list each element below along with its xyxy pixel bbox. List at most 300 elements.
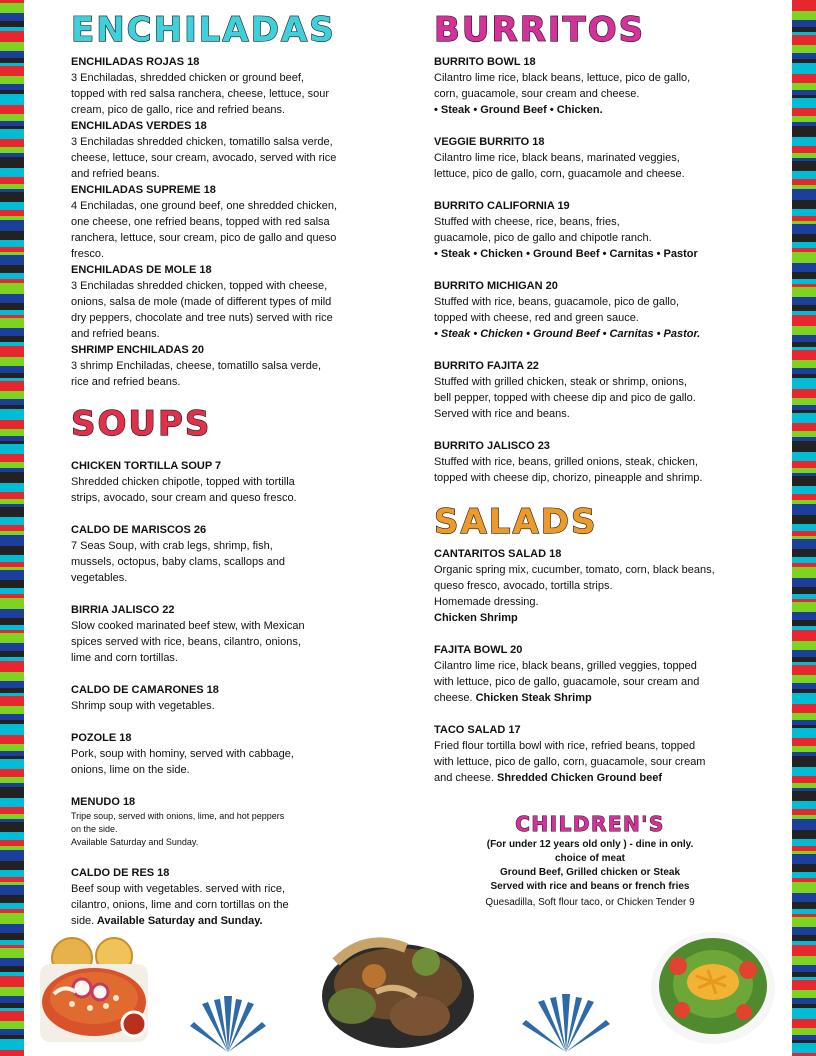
- stripe-band: [792, 725, 816, 728]
- stripe-band: [0, 1021, 24, 1029]
- salads-title: SALADS: [434, 502, 598, 542]
- stripe-band: [0, 643, 24, 651]
- item-desc-text: Beef soup with vegetables. served with rice, cilantro, onions, lime and corn tortillas on the side.: [71, 883, 289, 927]
- stripe-band: [792, 185, 816, 189]
- stripe-band: [792, 662, 816, 665]
- stripe-band: [792, 189, 816, 200]
- stripe-band: [0, 798, 24, 807]
- stripe-band: [792, 1028, 816, 1035]
- stripe-band: [792, 515, 816, 524]
- stripe-band: [792, 90, 816, 95]
- stripe-band: [0, 714, 24, 720]
- availability-note: Available Saturday and Sunday.: [94, 915, 263, 927]
- stripe-band: [0, 399, 24, 405]
- pozole-bowl-photo: [34, 936, 154, 1046]
- stripe-band: [0, 216, 24, 220]
- menu-item: [71, 730, 371, 778]
- stripe-band: [0, 840, 24, 846]
- item-name: BURRITO FAJITA 22: [434, 360, 539, 372]
- stripe-band: [0, 66, 24, 76]
- stripe-band: [0, 240, 24, 247]
- stripe-band: [792, 126, 816, 137]
- stripe-band: [792, 405, 816, 410]
- menu-item: [434, 278, 754, 342]
- item-desc-text: Fried flour tortilla bowl with rice, refried beans, topped with lettuce, pico de gallo, corn, guacamole, sour cream and cheese.: [434, 740, 706, 784]
- stripe-band: [792, 539, 816, 549]
- stripe-band: [792, 224, 816, 234]
- item-name: ENCHILADAS ROJAS 18: [71, 56, 200, 68]
- stripe-band: [0, 210, 24, 216]
- stripe-band: [0, 787, 24, 798]
- stripe-band: [0, 882, 24, 885]
- taco-salad-photo: [648, 926, 778, 1048]
- stripe-band: [792, 263, 816, 272]
- stripe-band: [0, 391, 24, 399]
- menu-item: [71, 522, 371, 586]
- stripe-band: [792, 567, 816, 578]
- stripe-band: [792, 108, 816, 116]
- menu-item: [434, 134, 754, 182]
- menu-item: [434, 358, 754, 422]
- stripe-band: [792, 374, 816, 378]
- stripe-band: [792, 83, 816, 90]
- menu-item: [71, 118, 371, 182]
- stripe-band: [0, 328, 24, 336]
- stripe-band: [792, 335, 816, 342]
- childrens-options: Quesadilla, Soft flour taco, or Chicken Tender 9: [485, 897, 695, 908]
- stripe-band: [792, 902, 816, 909]
- stripe-band: [792, 252, 816, 263]
- stripe-band: [0, 378, 24, 381]
- stripe-band: [0, 807, 24, 814]
- stripe-band: [792, 650, 816, 657]
- burritos-title: BURRITOS: [434, 10, 646, 50]
- stripe-band: [792, 557, 816, 563]
- stripe-band: [792, 234, 816, 242]
- item-desc: 3 Enchiladas, shredded chicken or ground beef, topped with red salsa ranchera, cheese, lettuce, sour cream, pico de gallo, rice and refried beans.: [71, 72, 330, 116]
- stripe-band: [792, 347, 816, 350]
- stripe-band: [0, 555, 24, 562]
- menu-item: [434, 546, 754, 626]
- stripe-band: [792, 746, 816, 752]
- stripe-band: [792, 683, 816, 689]
- stripe-band: [792, 783, 816, 788]
- item-name: BURRITO JALISCO 23: [434, 440, 550, 452]
- stripe-band: [0, 310, 24, 315]
- stripe-band: [792, 549, 816, 557]
- stripe-band: [792, 342, 816, 347]
- stripe-band: [792, 612, 816, 620]
- stripe-band: [0, 531, 24, 535]
- stripe-band: [792, 935, 816, 941]
- stripe-band: [792, 1004, 816, 1008]
- item-desc: Stuffed with rice, beans, guacamole, pico de gallo, topped with cheese, red and green sauce.: [434, 296, 680, 324]
- item-desc: Cilantro lime rice, black beans, marinated veggies, lettuce, pico de gallo, corn, guacamole and cheese.: [434, 152, 685, 180]
- stripe-band: [0, 945, 24, 948]
- stripe-band: [792, 839, 816, 846]
- stripe-band: [792, 738, 816, 746]
- stripe-band: [792, 819, 816, 830]
- stripe-band: [0, 429, 24, 436]
- stripe-band: [792, 720, 816, 725]
- menu-item: [71, 458, 371, 506]
- stripe-band: [0, 126, 24, 129]
- item-desc: 4 Enchiladas, one ground beef, one shredded chicken, one cheese, one refried beans, topped with red salsa ranchera, lettuce, sour cream, pico de gallo and queso fresco.: [71, 200, 338, 260]
- stripe-band: [0, 594, 24, 598]
- stripe-band: [0, 51, 24, 58]
- item-desc: [434, 738, 754, 786]
- stripe-band: [792, 98, 816, 108]
- stripe-band: [0, 1035, 24, 1039]
- stripe-band: [0, 832, 24, 840]
- stripe-band: [792, 161, 816, 171]
- item-desc: 3 Enchiladas shredded chicken, topped with cheese, onions, salsa de mole (made of different types of mild dry peppers, chocolate and tree nuts) served with rice and refried beans.: [71, 280, 333, 340]
- stripe-band: [0, 924, 24, 933]
- stripe-band: [0, 618, 24, 625]
- stripe-band: [792, 809, 816, 815]
- item-desc: Stuffed with grilled chicken, steak or shrimp, onions, bell pepper, topped with cheese dip and pico de gallo. Served with rice and beans.: [434, 376, 696, 420]
- item-name: CALDO DE RES 18: [71, 867, 170, 879]
- menu-item: [71, 182, 371, 262]
- protein-options: Shredded Chicken Ground beef: [493, 772, 663, 784]
- stripe-band: [0, 31, 24, 42]
- stripe-band: [792, 1043, 816, 1053]
- stripe-band: [792, 846, 816, 851]
- childrens-section: [470, 812, 710, 910]
- stripe-band: [0, 184, 24, 189]
- stripe-band: [792, 972, 816, 977]
- stripe-band: [0, 987, 24, 996]
- menu-item: [434, 722, 754, 786]
- stripe-band: [0, 105, 24, 114]
- stripe-band: [792, 693, 816, 704]
- stripe-band: [0, 1029, 24, 1035]
- stripe-band: [0, 588, 24, 594]
- stripe-band: [792, 594, 816, 599]
- stripe-band: [0, 661, 24, 672]
- stripe-band: [0, 1050, 24, 1056]
- menu-item: [71, 342, 371, 390]
- item-desc: Shrimp soup with vegetables.: [71, 700, 215, 712]
- stripe-band: [792, 297, 816, 305]
- stripe-band: [0, 279, 24, 283]
- stripe-band: [792, 378, 816, 389]
- stripe-band: [0, 877, 24, 882]
- stripe-band: [792, 200, 816, 209]
- stripe-band: [792, 20, 816, 27]
- stripe-band: [792, 956, 816, 965]
- stripe-band: [0, 357, 24, 366]
- stripe-band: [792, 305, 816, 311]
- stripe-band: [792, 563, 816, 567]
- stripe-band: [792, 524, 816, 531]
- stripe-band: [0, 294, 24, 303]
- stripe-band: [0, 3, 24, 13]
- stripe-band: [0, 220, 24, 231]
- stripe-band: [0, 177, 24, 184]
- stripe-band: [792, 216, 816, 221]
- stripe-band: [792, 578, 816, 587]
- stripe-band: [792, 360, 816, 368]
- stripe-band: [0, 0, 24, 3]
- stripe-band: [0, 1003, 24, 1008]
- agave-plant-icon: [518, 990, 614, 1054]
- childrens-line: Served with rice and beans or french fries: [490, 881, 690, 892]
- stripe-band: [792, 221, 816, 224]
- stripe-band: [0, 759, 24, 769]
- stripe-band: [792, 756, 816, 767]
- stripe-band: [792, 531, 816, 536]
- stripe-band: [792, 248, 816, 252]
- stripe-band: [0, 318, 24, 328]
- right-column: [434, 10, 754, 802]
- stripe-band: [792, 368, 816, 374]
- stripe-band: [792, 500, 816, 504]
- stripe-band: [792, 486, 816, 494]
- stripe-band: [792, 452, 816, 461]
- childrens-title: CHILDREN'S: [515, 812, 665, 836]
- stripe-band: [0, 996, 24, 1003]
- item-name: CANTARITOS SALAD 18: [434, 548, 562, 560]
- stripe-band: [792, 965, 816, 972]
- stripe-band: [0, 598, 24, 609]
- stripe-band: [0, 870, 24, 877]
- stripe-band: [0, 672, 24, 681]
- stripe-band: [792, 32, 816, 35]
- menu-item: [71, 794, 371, 849]
- stripe-band: [0, 189, 24, 192]
- stripe-band: [0, 570, 24, 580]
- stripe-band: [0, 94, 24, 105]
- stripe-band: [792, 977, 816, 980]
- item-desc: Stuffed with rice, beans, grilled onions, steak, chicken, topped with cheese dip, chorizo, pineapple and shrimp.: [434, 456, 703, 484]
- stripe-band: [792, 830, 816, 839]
- stripe-band: [0, 657, 24, 661]
- stripe-band: [0, 283, 24, 294]
- stripe-band: [792, 35, 816, 45]
- stripe-band: [792, 882, 816, 893]
- stripe-band: [0, 483, 24, 492]
- stripe-band: [0, 168, 24, 177]
- stripe-band: [792, 713, 816, 720]
- stripe-band: [792, 326, 816, 335]
- stripe-band: [0, 580, 24, 588]
- stripe-band: [792, 728, 816, 738]
- stripe-band: [0, 958, 24, 966]
- item-name: BURRITO CALIFORNIA 19: [434, 200, 570, 212]
- stripe-band: [792, 776, 816, 783]
- stripe-band: [0, 504, 24, 507]
- stripe-band: [0, 546, 24, 555]
- stripe-band: [792, 122, 816, 126]
- item-name: CALDO DE CAMARONES 18: [71, 684, 219, 696]
- stripe-band: [0, 688, 24, 693]
- stripe-band: [0, 940, 24, 945]
- item-name: TACO SALAD 17: [434, 724, 521, 736]
- stripe-band: [0, 346, 24, 357]
- stripe-band: [0, 147, 24, 153]
- item-name: BIRRIA JALISCO 22: [71, 604, 175, 616]
- stripe-band: [0, 756, 24, 759]
- childrens-note: (For under 12 years old only ) - dine in only.: [486, 839, 694, 850]
- stripe-band: [792, 494, 816, 500]
- stripe-band: [0, 625, 24, 630]
- stripe-band: [0, 342, 24, 346]
- stripe-band: [0, 846, 24, 850]
- stripe-band: [0, 273, 24, 279]
- stripe-band: [792, 1019, 816, 1028]
- stripe-band: [0, 696, 24, 706]
- protein-options: Chicken Shrimp: [434, 612, 518, 624]
- stripe-band: [0, 630, 24, 633]
- stripe-band: [0, 966, 24, 972]
- menu-item: [434, 198, 754, 262]
- stripe-band: [0, 436, 24, 441]
- stripe-band: [0, 121, 24, 126]
- enchiladas-title: ENCHILADAS: [71, 10, 336, 50]
- left-column: [71, 10, 371, 945]
- stripe-band: [792, 998, 816, 1004]
- stripe-band: [792, 815, 816, 819]
- stripe-band: [0, 909, 24, 913]
- stripe-band: [0, 693, 24, 696]
- stripe-band: [0, 895, 24, 903]
- meat-options: • Steak • Ground Beef • Chicken.: [434, 104, 603, 116]
- stripe-band: [792, 279, 816, 284]
- stripe-band: [792, 893, 816, 902]
- stripe-band: [792, 641, 816, 650]
- stripe-band: [792, 398, 816, 405]
- stripe-band: [0, 769, 24, 777]
- item-name: FAJITA BOWL 20: [434, 644, 523, 656]
- stripe-band: [792, 504, 816, 515]
- stripe-band: [792, 53, 816, 59]
- stripe-band: [0, 265, 24, 273]
- stripe-band: [792, 689, 816, 693]
- stripe-band: [0, 720, 24, 724]
- stripe-band: [792, 146, 816, 153]
- stripe-band: [0, 724, 24, 735]
- stripe-band: [0, 535, 24, 546]
- stripe-band: [792, 665, 816, 675]
- stripe-band: [792, 620, 816, 626]
- stripe-band: [0, 90, 24, 94]
- item-name: ENCHILADAS VERDES 18: [71, 120, 207, 132]
- stripe-band: [0, 129, 24, 139]
- stripe-band: [0, 84, 24, 90]
- stripe-band: [0, 751, 24, 756]
- stripe-band: [0, 744, 24, 751]
- stripe-band: [0, 777, 24, 783]
- stripe-band: [0, 976, 24, 987]
- stripe-band: [792, 0, 816, 11]
- stripe-band: [0, 507, 24, 517]
- stripe-band: [792, 137, 816, 146]
- stripe-band: [0, 1008, 24, 1011]
- stripe-band: [792, 909, 816, 914]
- stripe-band: [0, 315, 24, 318]
- stripe-band: [792, 311, 816, 315]
- serape-stripe-border-left: [0, 0, 24, 1056]
- menu-item: [71, 54, 371, 118]
- stripe-band: [792, 116, 816, 122]
- stripe-band: [0, 633, 24, 643]
- stripe-band: [0, 441, 24, 444]
- stripe-band: [792, 990, 816, 998]
- stripe-band: [792, 872, 816, 878]
- stripe-band: [0, 651, 24, 657]
- stripe-band: [0, 814, 24, 819]
- stripe-band: [792, 917, 816, 927]
- stripe-band: [792, 171, 816, 179]
- stripe-band: [0, 21, 24, 27]
- stripe-band: [792, 1008, 816, 1019]
- protein-options: Chicken Steak Shrimp: [472, 692, 592, 704]
- stripe-band: [792, 95, 816, 98]
- stripe-band: [792, 864, 816, 872]
- stripe-band: [0, 202, 24, 210]
- stripe-band: [792, 630, 816, 641]
- stripe-band: [792, 587, 816, 594]
- stripe-band: [0, 409, 24, 420]
- stripe-band: [0, 885, 24, 895]
- stripe-band: [0, 822, 24, 832]
- menu-item: [71, 865, 371, 929]
- meat-options: • Steak • Chicken • Ground Beef • Carnitas • Pastor.: [434, 328, 701, 340]
- serape-stripe-border-right: [792, 0, 816, 1056]
- stripe-band: [792, 473, 816, 476]
- stripe-band: [792, 410, 816, 413]
- stripe-band: [0, 1039, 24, 1050]
- item-desc: [434, 658, 754, 706]
- item-desc: 3 shrimp Enchiladas, cheese, tomatillo salsa verde, rice and refried beans.: [71, 360, 322, 388]
- stripe-band: [792, 63, 816, 74]
- item-desc-text: Cilantro lime rice, black beans, grilled veggies, topped with lettuce, pico de gallo, guacamole, sour cream and cheese.: [434, 660, 700, 704]
- stripe-band: [0, 114, 24, 121]
- stripe-band: [0, 42, 24, 51]
- stripe-band: [0, 861, 24, 870]
- item-name: MENUDO 18: [71, 796, 136, 808]
- stripe-band: [792, 752, 816, 756]
- menu-item: [434, 54, 754, 118]
- stripe-band: [792, 878, 816, 882]
- soups-title: SOUPS: [71, 404, 212, 444]
- stripe-band: [0, 153, 24, 157]
- stripe-band: [792, 315, 816, 326]
- stripe-band: [0, 609, 24, 618]
- menu-item: [434, 438, 754, 486]
- stripe-band: [792, 11, 816, 20]
- stripe-band: [792, 788, 816, 791]
- stripe-band: [792, 350, 816, 360]
- stripe-band: [792, 27, 816, 32]
- stripe-band: [0, 231, 24, 240]
- stripe-band: [792, 941, 816, 945]
- stripe-band: [0, 783, 24, 787]
- stripe-band: [792, 413, 816, 423]
- stripe-band: [0, 444, 24, 454]
- menu-item: [71, 262, 371, 342]
- item-name: CALDO DE MARISCOS 26: [71, 524, 207, 536]
- stripe-band: [0, 381, 24, 391]
- stripe-band: [0, 1011, 24, 1021]
- stripe-band: [0, 58, 24, 63]
- stripe-band: [0, 933, 24, 940]
- stripe-band: [792, 242, 816, 248]
- stripe-band: [0, 373, 24, 378]
- stripe-band: [792, 272, 816, 279]
- item-desc: 7 Seas Soup, with crab legs, shrimp, fish, mussels, octopus, baby clams, scallops and vegetables.: [71, 540, 285, 584]
